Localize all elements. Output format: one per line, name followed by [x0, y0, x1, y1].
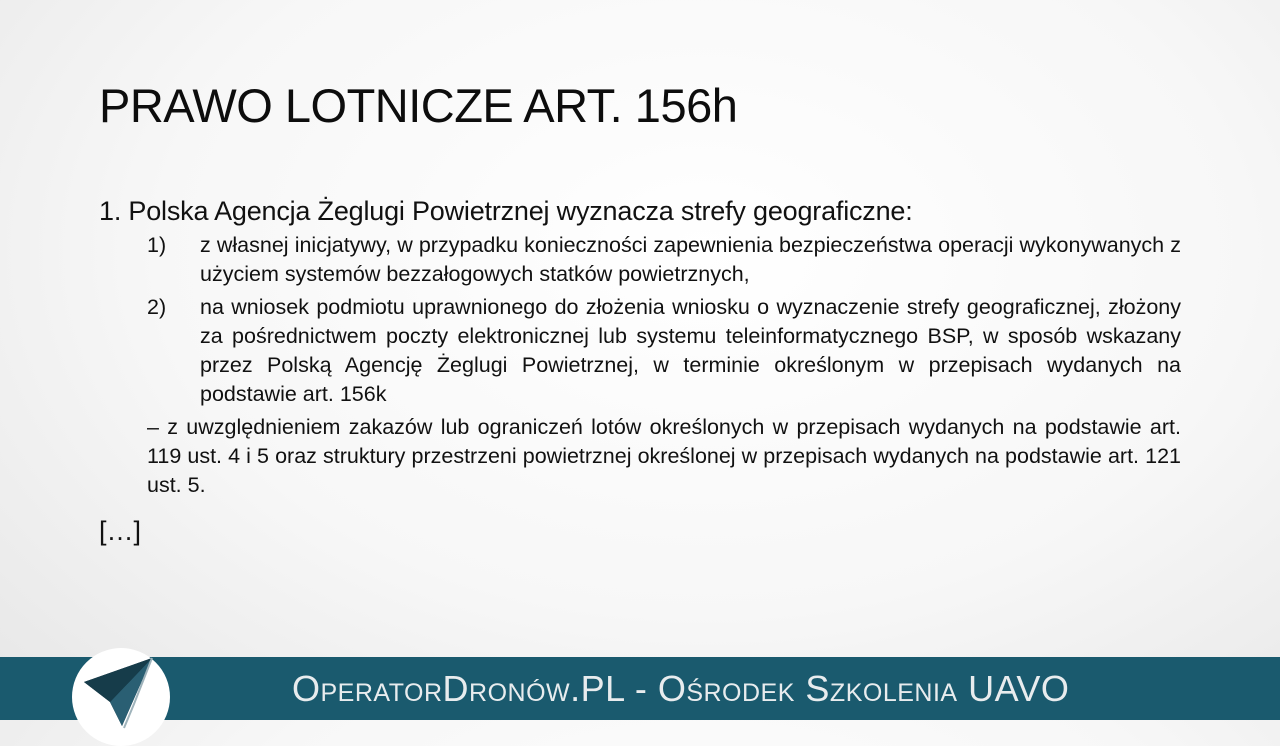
sub-list [99, 231, 1181, 409]
slide-content [99, 194, 1181, 548]
list-item-text: na wniosek podmiotu uprawnionego do złożenia wniosku o wyznaczenie strefy geograficznej, złożony za pośrednictwem poczty elektronicznej lub systemu teleinformatycznego BSP, w sposób wskazany przez Polską Agencję Żeglugi Powietrznej, w terminie określonym w przepisach wydanych na podstawie art. 156k [200, 295, 1181, 406]
list-item-number: 2) [147, 295, 167, 319]
list-item-text: z własnej inicjatywy, w przypadku konieczności zapewnienia bezpieczeństwa operacji wykonywanych z użyciem systemów bezzałogowych statków powietrznych, [200, 233, 1181, 286]
list-item-number: 1) [147, 233, 167, 257]
footer-bar [0, 657, 1280, 720]
paper-plane-icon [72, 648, 170, 746]
omission-marker: […] [99, 516, 142, 546]
main-point: 1. Polska Agencja Żeglugi Powietrznej wyznacza strefy geograficzne: [99, 196, 913, 226]
footer-text: OperatorDronów.PL - Ośrodek Szkolenia UAVO [292, 668, 1070, 709]
list-item [99, 293, 1181, 409]
logo [72, 648, 170, 746]
tail-paragraph: – z uwzględnieniem zakazów lub ograniczeń lotów określonych w przepisach wydanych na podstawie art. 119 ust. 4 i 5 oraz struktury przestrzeni powietrznej określonej w przepisach wydanych na podstawie art. 121 ust. 5. [147, 415, 1181, 497]
list-item [99, 231, 1181, 289]
slide-title: PRAWO LOTNICZE ART. 156h [99, 79, 738, 132]
